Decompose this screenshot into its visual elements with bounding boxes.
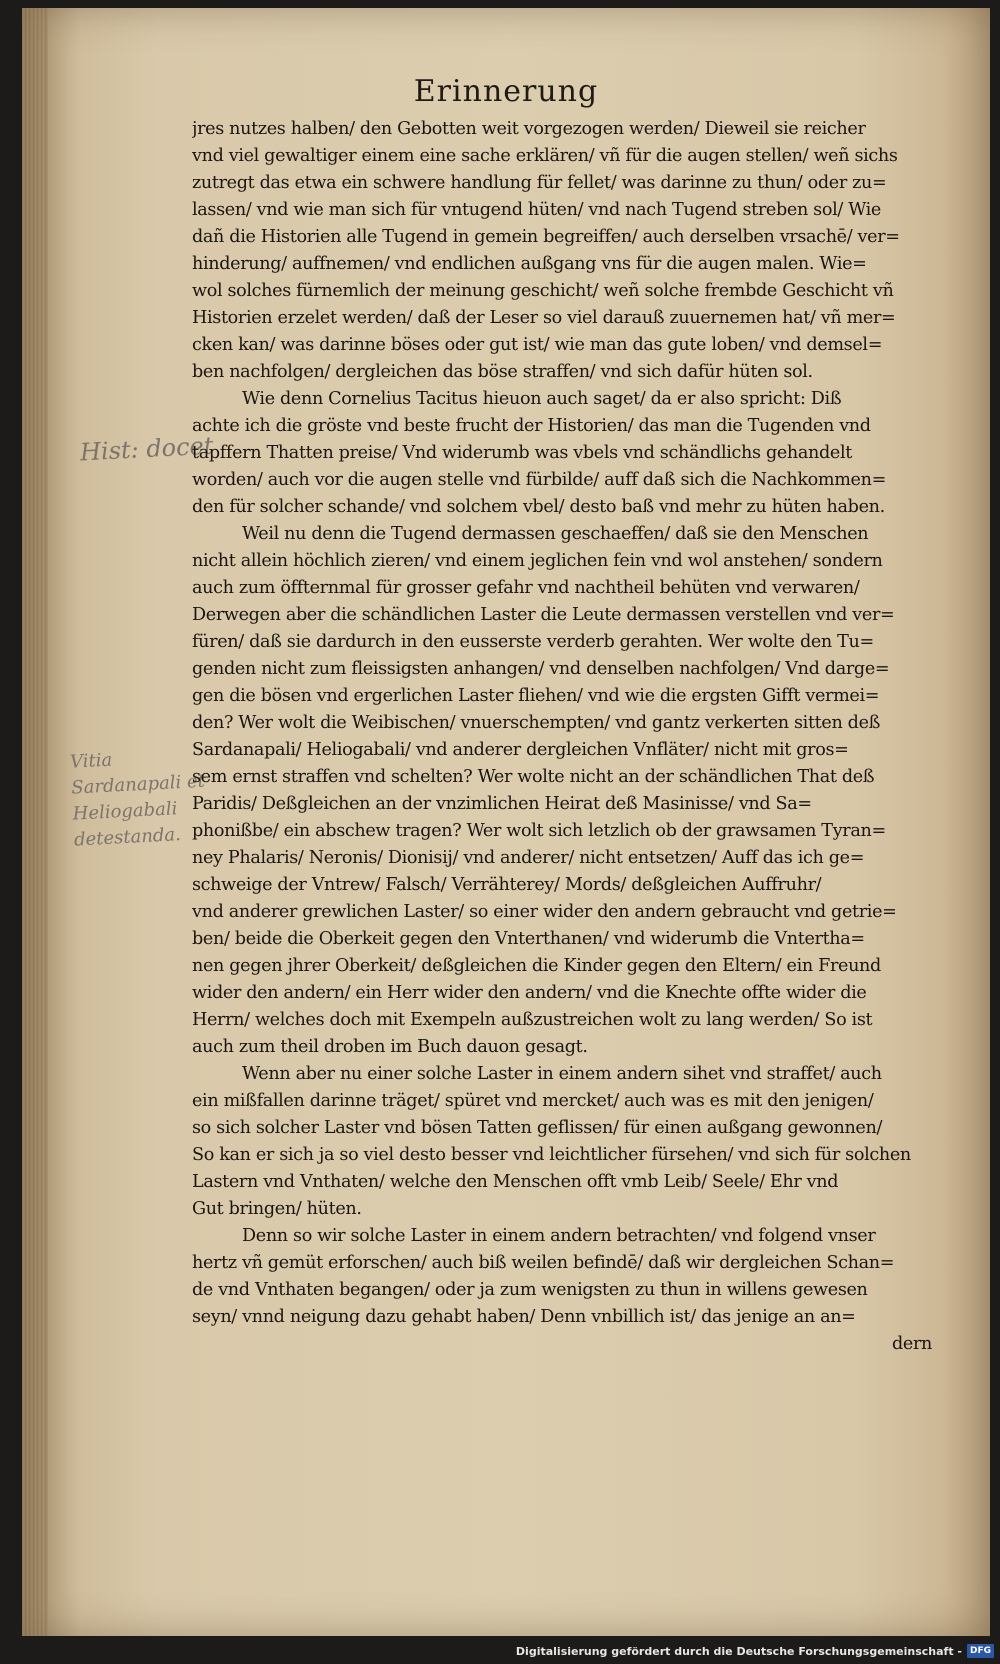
text-line: seyn/ vnnd neigung dazu gehabt haben/ Denn vnbillich ist/ das jenige an an= xyxy=(192,1307,856,1327)
running-head: Erinnerung xyxy=(413,74,599,109)
text-line: hinderung/ auffnemen/ vnd endlichen außgang vns für die augen malen. Wie= xyxy=(192,254,867,274)
text-line: zutregt das etwa ein schwere handlung für fellet/ was darinne zu thun/ oder zu= xyxy=(192,173,887,193)
text-line: den für solcher schande/ vnd solchem vbel/ desto baß vnd mehr zu hüten haben. xyxy=(192,497,885,517)
text-line: de vnd Vnthaten begangen/ oder ja zum wenigsten zu thun in willens gewesen xyxy=(192,1280,868,1300)
text-line: vnd anderer grewlichen Laster/ so einer wider den andern gebraucht vnd getrie= xyxy=(192,902,897,922)
text-line: ein mißfallen darinne träget/ spüret vnd mercket/ auch was es mit den jenigen/ xyxy=(192,1091,874,1111)
text-line: Lastern vnd Vnthaten/ welche den Menschen offt vmb Leib/ Seele/ Ehr vnd xyxy=(192,1172,839,1192)
marginal-note-history: Hist: docet xyxy=(79,431,215,467)
text-line: genden nicht zum fleissigsten anhangen/ vnd denselben nachfolgen/ Vnd darge= xyxy=(192,659,890,679)
text-line: auch zum theil droben im Buch dauon gesagt. xyxy=(192,1037,588,1057)
text-line: füren/ daß sie dardurch in den eusserste verderb gerahten. Wer wolte den Tu= xyxy=(192,632,874,652)
text-line: worden/ auch vor die augen stelle vnd fürbilde/ auff daß sich die Nachkommen= xyxy=(192,470,886,490)
text-line: ney Phalaris/ Neronis/ Dionisij/ vnd anderer/ nicht entsetzen/ Auff das ich ge= xyxy=(192,848,865,868)
text-line: wol solches fürnemlich der meinung geschicht/ weñ solche frembde Geschicht vñ xyxy=(192,281,894,301)
text-line: phonißbe/ ein abschew tragen? Wer wolt sich letzlich ob der grawsamen Tyran= xyxy=(192,821,886,841)
text-line: sem ernst straffen vnd schelten? Wer wolte nicht an der schändlichen That deß xyxy=(192,767,875,787)
text-line: so sich solcher Laster vnd bösen Tatten geflissen/ für einen außgang gewonnen/ xyxy=(192,1118,883,1138)
text-line: So kan er sich ja so viel desto besser vnd leichtlicher fürsehen/ vnd sich für solchen xyxy=(192,1145,911,1165)
text-line: jres nutzes halben/ den Gebotten weit vorgezogen werden/ Dieweil sie reicher xyxy=(192,119,866,139)
text-line: nen gegen jhrer Oberkeit/ deßgleichen die Kinder gegen den Eltern/ ein Freund xyxy=(192,956,881,976)
body-text xyxy=(192,116,932,1358)
text-line: achte ich die gröste vnd beste frucht der Historien/ das man die Tugenden vnd xyxy=(192,416,871,436)
text-line: vnd viel gewaltiger einem eine sache erklären/ vñ für die augen stellen/ weñ sichs xyxy=(192,146,898,166)
digitization-credit xyxy=(516,1641,994,1661)
text-line: gen die bösen vnd ergerlichen Laster fliehen/ vnd wie die ergsten Gifft vermei= xyxy=(192,686,880,706)
text-line: Gut bringen/ hüten. xyxy=(192,1199,362,1219)
text-line: den? Wer wolt die Weibischen/ vnuerschempten/ vnd gantz verkerten sitten deß xyxy=(192,713,881,733)
text-line: hertz vñ gemüt erforschen/ auch biß weilen befindē/ daß wir dergleichen Schan= xyxy=(192,1253,895,1273)
text-line: dañ die Historien alle Tugend in gemein begreiffen/ auch derselben vrsachē/ ver= xyxy=(192,227,900,247)
text-line: nicht allein höchlich zieren/ vnd einem jeglichen fein vnd wol anstehen/ sondern xyxy=(192,551,883,571)
page-gutter xyxy=(22,8,48,1636)
text-line: lassen/ vnd wie man sich für vntugend hüten/ vnd nach Tugend streben sol/ Wie xyxy=(192,200,881,220)
text-line: Derwegen aber die schändlichen Laster die Leute dermassen verstellen vnd ver= xyxy=(192,605,895,625)
text-line: tapffern Thatten preise/ Vnd widerumb was vbels vnd schändlichs gehandelt xyxy=(192,443,852,463)
text-line: Historien erzelet werden/ daß der Leser so viel darauß zuuernemen hat/ vñ mer= xyxy=(192,308,896,328)
text-line: Paridis/ Deßgleichen an der vnzimlichen Heirat deß Masinisse/ vnd Sa= xyxy=(192,794,812,814)
dfg-logo: DFG xyxy=(967,1644,994,1658)
text-line: Wenn aber nu einer solche Laster in einem andern sihet vnd straffet/ auch xyxy=(242,1064,882,1084)
text-line: wider den andern/ ein Herr wider den andern/ vnd die Knechte offte wider die xyxy=(192,983,867,1003)
text-line: cken kan/ was darinne böses oder gut ist/ wie man das gute loben/ vnd demsel= xyxy=(192,335,883,355)
book-page xyxy=(22,8,990,1636)
text-line: ben nachfolgen/ dergleichen das böse straffen/ vnd sich dafür hüten sol. xyxy=(192,362,813,382)
credit-text: Digitalisierung gefördert durch die Deutsche Forschungsgemeinschaft - xyxy=(515,1644,962,1658)
text-line: Herrn/ welches doch mit Exempeln außzustreichen wolt zu lang werden/ So ist xyxy=(192,1010,873,1030)
catchword: dern xyxy=(891,1334,932,1354)
text-line: schweige der Vntrew/ Falsch/ Verrähterey/ Mords/ deßgleichen Auffruhr/ xyxy=(192,875,822,895)
text-line: Sardanapali/ Heliogabali/ vnd anderer dergleichen Vnfläter/ nicht mit gros= xyxy=(192,740,849,760)
text-line: ben/ beide die Oberkeit gegen den Vnterthanen/ vnd widerumb die Vntertha= xyxy=(192,929,865,949)
text-line: Wie denn Cornelius Tacitus hieuon auch saget/ da er also spricht: Diß xyxy=(242,389,842,409)
text-line: auch zum öffternmal für grosser gefahr vnd nachtheil behüten vnd verwaren/ xyxy=(192,578,860,598)
text-line: Denn so wir solche Laster in einem andern betrachten/ vnd folgend vnser xyxy=(242,1226,876,1246)
marginal-note-vices: Vitia Sardanapali et Heliogabali detestanda. xyxy=(69,749,206,851)
text-line: Weil nu denn die Tugend dermassen geschaeffen/ daß sie den Menschen xyxy=(242,524,869,544)
